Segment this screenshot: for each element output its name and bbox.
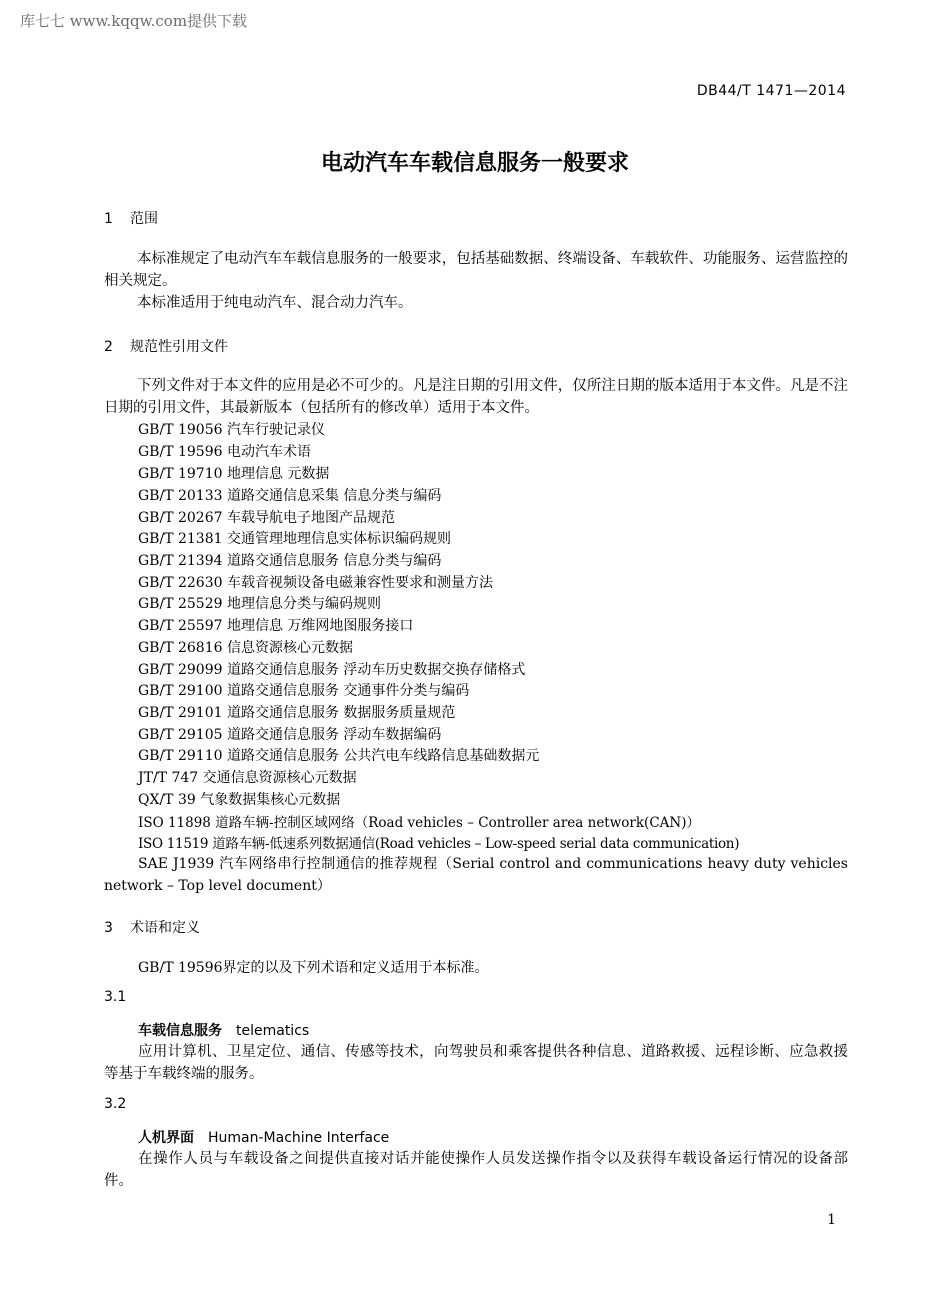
clause-number: 3.2 xyxy=(104,1096,127,1112)
reference-item: ISO 11898 道路车辆-控制区域网络（Road vehicles – Controller area network(CAN)） xyxy=(138,815,700,831)
term-heading xyxy=(138,1020,309,1040)
document-number: DB44/T 1471—2014 xyxy=(696,83,846,99)
reference-item: GB/T 20267 车载导航电子地图产品规范 xyxy=(138,510,395,526)
reference-item: ISO 11519 道路车辆-低速系列数据通信(Road vehicles – Low-speed serial data communication) xyxy=(138,836,740,852)
term-definition: 在操作人员与车载设备之间提供直接对话并能使操作人员发送操作指令以及获得车载设备运行情况的设备部件。 xyxy=(104,1151,848,1189)
section-number: 1 xyxy=(104,211,113,227)
reference-item-sae: SAE J1939 汽车网络串行控制通信的推荐规程（Serial control and communications heavy duty vehicles network – Top level document） xyxy=(104,856,848,894)
section-title: 范围 xyxy=(130,211,158,227)
section-title: 规范性引用文件 xyxy=(130,339,228,355)
reference-item: GB/T 19056 汽车行驶记录仪 xyxy=(138,422,325,438)
section-1-heading xyxy=(104,208,158,228)
section-3-intro: GB/T 19596界定的以及下列术语和定义适用于本标准。 xyxy=(138,960,489,976)
reference-item: GB/T 26816 信息资源核心元数据 xyxy=(138,640,353,656)
section-2-intro: 下列文件对于本文件的应用是必不可少的。凡是注日期的引用文件，仅所注日期的版本适用于本文件。凡是不注日期的引用文件，其最新版本（包括所有的修改单）适用于本文件。 xyxy=(104,378,848,416)
reference-item: JT/T 747 交通信息资源核心元数据 xyxy=(138,770,357,786)
term-english: telematics xyxy=(236,1023,310,1039)
reference-item: GB/T 29110 道路交通信息服务 公共汽电车线路信息基础数据元 xyxy=(138,748,540,764)
section-1-paragraph-2: 本标准适用于纯电动汽车、混合动力汽车。 xyxy=(137,295,413,311)
section-3-heading xyxy=(104,917,200,937)
section-title: 术语和定义 xyxy=(130,920,200,936)
section-1-paragraph-1: 本标准规定了电动汽车车载信息服务的一般要求，包括基础数据、终端设备、车载软件、功能服务、运营监控的相关规定。 xyxy=(104,251,848,289)
reference-item: GB/T 25529 地理信息分类与编码规则 xyxy=(138,596,381,612)
watermark: 库七七 www.kqqw.com提供下载 xyxy=(20,12,248,30)
reference-item: GB/T 21394 道路交通信息服务 信息分类与编码 xyxy=(138,553,442,569)
term-chinese: 人机界面 xyxy=(138,1130,194,1146)
term-english: Human-Machine Interface xyxy=(208,1130,390,1146)
reference-item: QX/T 39 气象数据集核心元数据 xyxy=(138,792,341,808)
section-2-heading xyxy=(104,336,228,356)
reference-item: GB/T 22630 车载音视频设备电磁兼容性要求和测量方法 xyxy=(138,575,493,591)
section-number: 2 xyxy=(104,339,113,355)
reference-item: GB/T 19596 电动汽车术语 xyxy=(138,444,311,460)
reference-item: GB/T 29100 道路交通信息服务 交通事件分类与编码 xyxy=(138,683,470,699)
term-heading xyxy=(138,1127,389,1147)
reference-item: GB/T 29101 道路交通信息服务 数据服务质量规范 xyxy=(138,705,456,721)
reference-item: GB/T 20133 道路交通信息采集 信息分类与编码 xyxy=(138,488,442,504)
term-definition: 应用计算机、卫星定位、通信、传感等技术，向驾驶员和乘客提供各种信息、道路救援、远程诊断、应急救援等基于车载终端的服务。 xyxy=(104,1044,848,1082)
reference-item: GB/T 29105 道路交通信息服务 浮动车数据编码 xyxy=(138,727,442,743)
page-number: 1 xyxy=(827,1212,836,1228)
document-title: 电动汽车车载信息服务一般要求 xyxy=(320,151,629,176)
reference-item: GB/T 21381 交通管理地理信息实体标识编码规则 xyxy=(138,531,451,547)
reference-item: GB/T 19710 地理信息 元数据 xyxy=(138,466,330,482)
clause-number: 3.1 xyxy=(104,989,127,1005)
term-chinese: 车载信息服务 xyxy=(138,1023,222,1039)
reference-item: GB/T 25597 地理信息 万维网地图服务接口 xyxy=(138,618,414,634)
reference-item: GB/T 29099 道路交通信息服务 浮动车历史数据交换存储格式 xyxy=(138,662,526,678)
section-number: 3 xyxy=(104,920,113,936)
